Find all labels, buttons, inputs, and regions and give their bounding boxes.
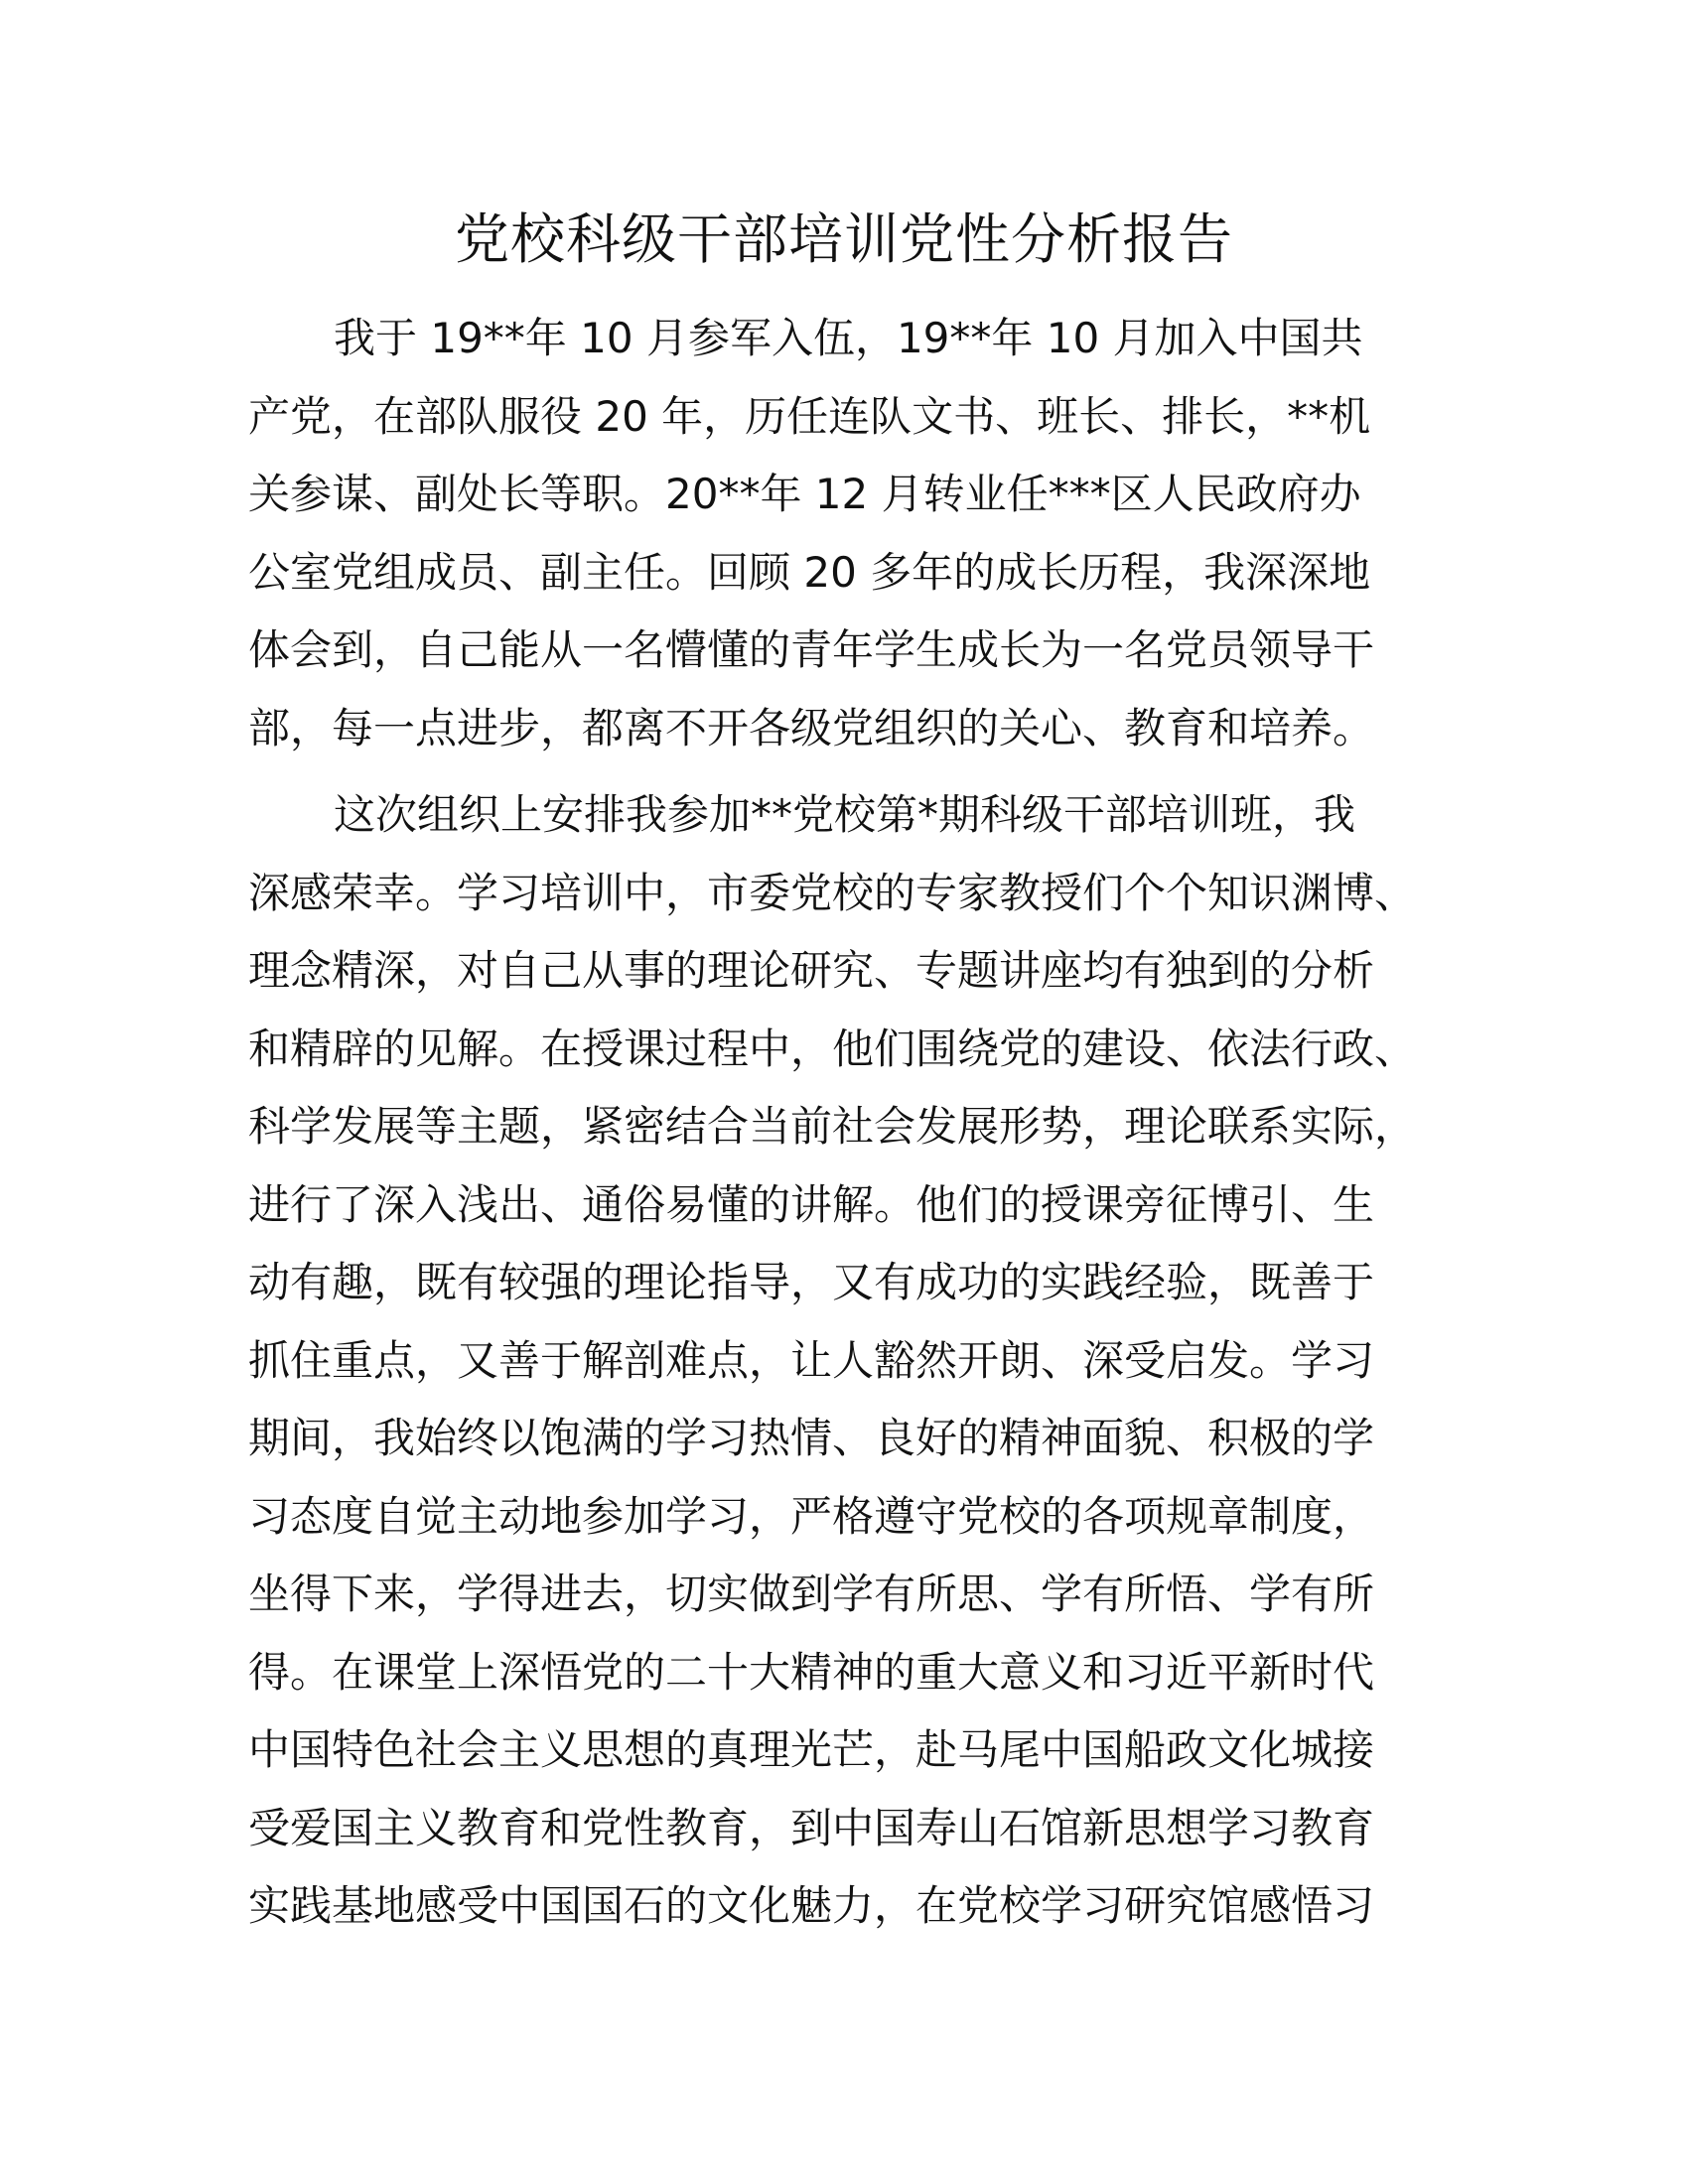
paragraph-line: 抓住重点，又善于解剖难点，让人豁然开朗、深受启发。学习 (248, 1335, 1375, 1385)
paragraph-line: 深感荣幸。学习培训中，市委党校的专家教授们个个知识渊博、 (248, 868, 1417, 917)
paragraph-line: 关参谋、副处长等职。20**年 12 月转业任***区人民政府办 (248, 470, 1361, 518)
document-title: 党校科级干部培训党性分析报告 (454, 207, 1233, 271)
paragraph-line: 习态度自觉主动地参加学习，严格遵守党校的各项规章制度， (248, 1491, 1375, 1541)
paragraph-line: 期间，我始终以饱满的学习热情、良好的精神面貌、积极的学 (248, 1414, 1375, 1462)
paragraph-line: 中国特色社会主义思想的真理光芒，赴马尾中国船政文化城接 (248, 1725, 1375, 1774)
paragraph-line: 实践基地感受中国国石的文化魅力，在党校学习研究馆感悟习 (248, 1881, 1375, 1930)
paragraph-line: 我于 19**年 10 月参军入伍，19**年 10 月加入中国共 (334, 314, 1363, 362)
paragraph-line: 部，每一点进步，都离不开各级党组织的关心、教育和培养。 (248, 703, 1375, 752)
paragraph-line: 科学发展等主题，紧密结合当前社会发展形势，理论联系实际， (248, 1102, 1417, 1151)
paragraph-line: 产党，在部队服役 20 年，历任连队文书、班长、排长，**机 (248, 391, 1371, 441)
paragraph-line: 理念精深，对自己从事的理论研究、专题讲座均有独到的分析 (248, 946, 1375, 995)
paragraph-line: 体会到，自己能从一名懵懂的青年学生成长为一名党员领导干 (248, 625, 1375, 674)
paragraph-line: 动有趣，既有较强的理论指导，又有成功的实践经验，既善于 (248, 1258, 1375, 1306)
paragraph-line: 坐得下来，学得进去，切实做到学有所思、学有所悟、学有所 (248, 1570, 1375, 1618)
paragraph-line: 这次组织上安排我参加**党校第*期科级干部培训班，我 (334, 790, 1356, 839)
paragraph-line: 和精辟的见解。在授课过程中，他们围绕党的建设、依法行政、 (248, 1024, 1417, 1073)
paragraph-2 (248, 776, 1450, 1946)
paragraph-line: 得。在课堂上深悟党的二十大精神的重大意义和习近平新时代 (248, 1647, 1375, 1697)
paragraph-1 (248, 300, 1450, 767)
paragraph-line: 受爱国主义教育和党性教育，到中国寿山石馆新思想学习教育 (248, 1803, 1375, 1852)
paragraph-line: 公室党组成员、副主任。回顾 20 多年的成长历程，我深深地 (248, 547, 1371, 597)
paragraph-line: 进行了深入浅出、通俗易懂的讲解。他们的授课旁征博引、生 (248, 1179, 1375, 1229)
